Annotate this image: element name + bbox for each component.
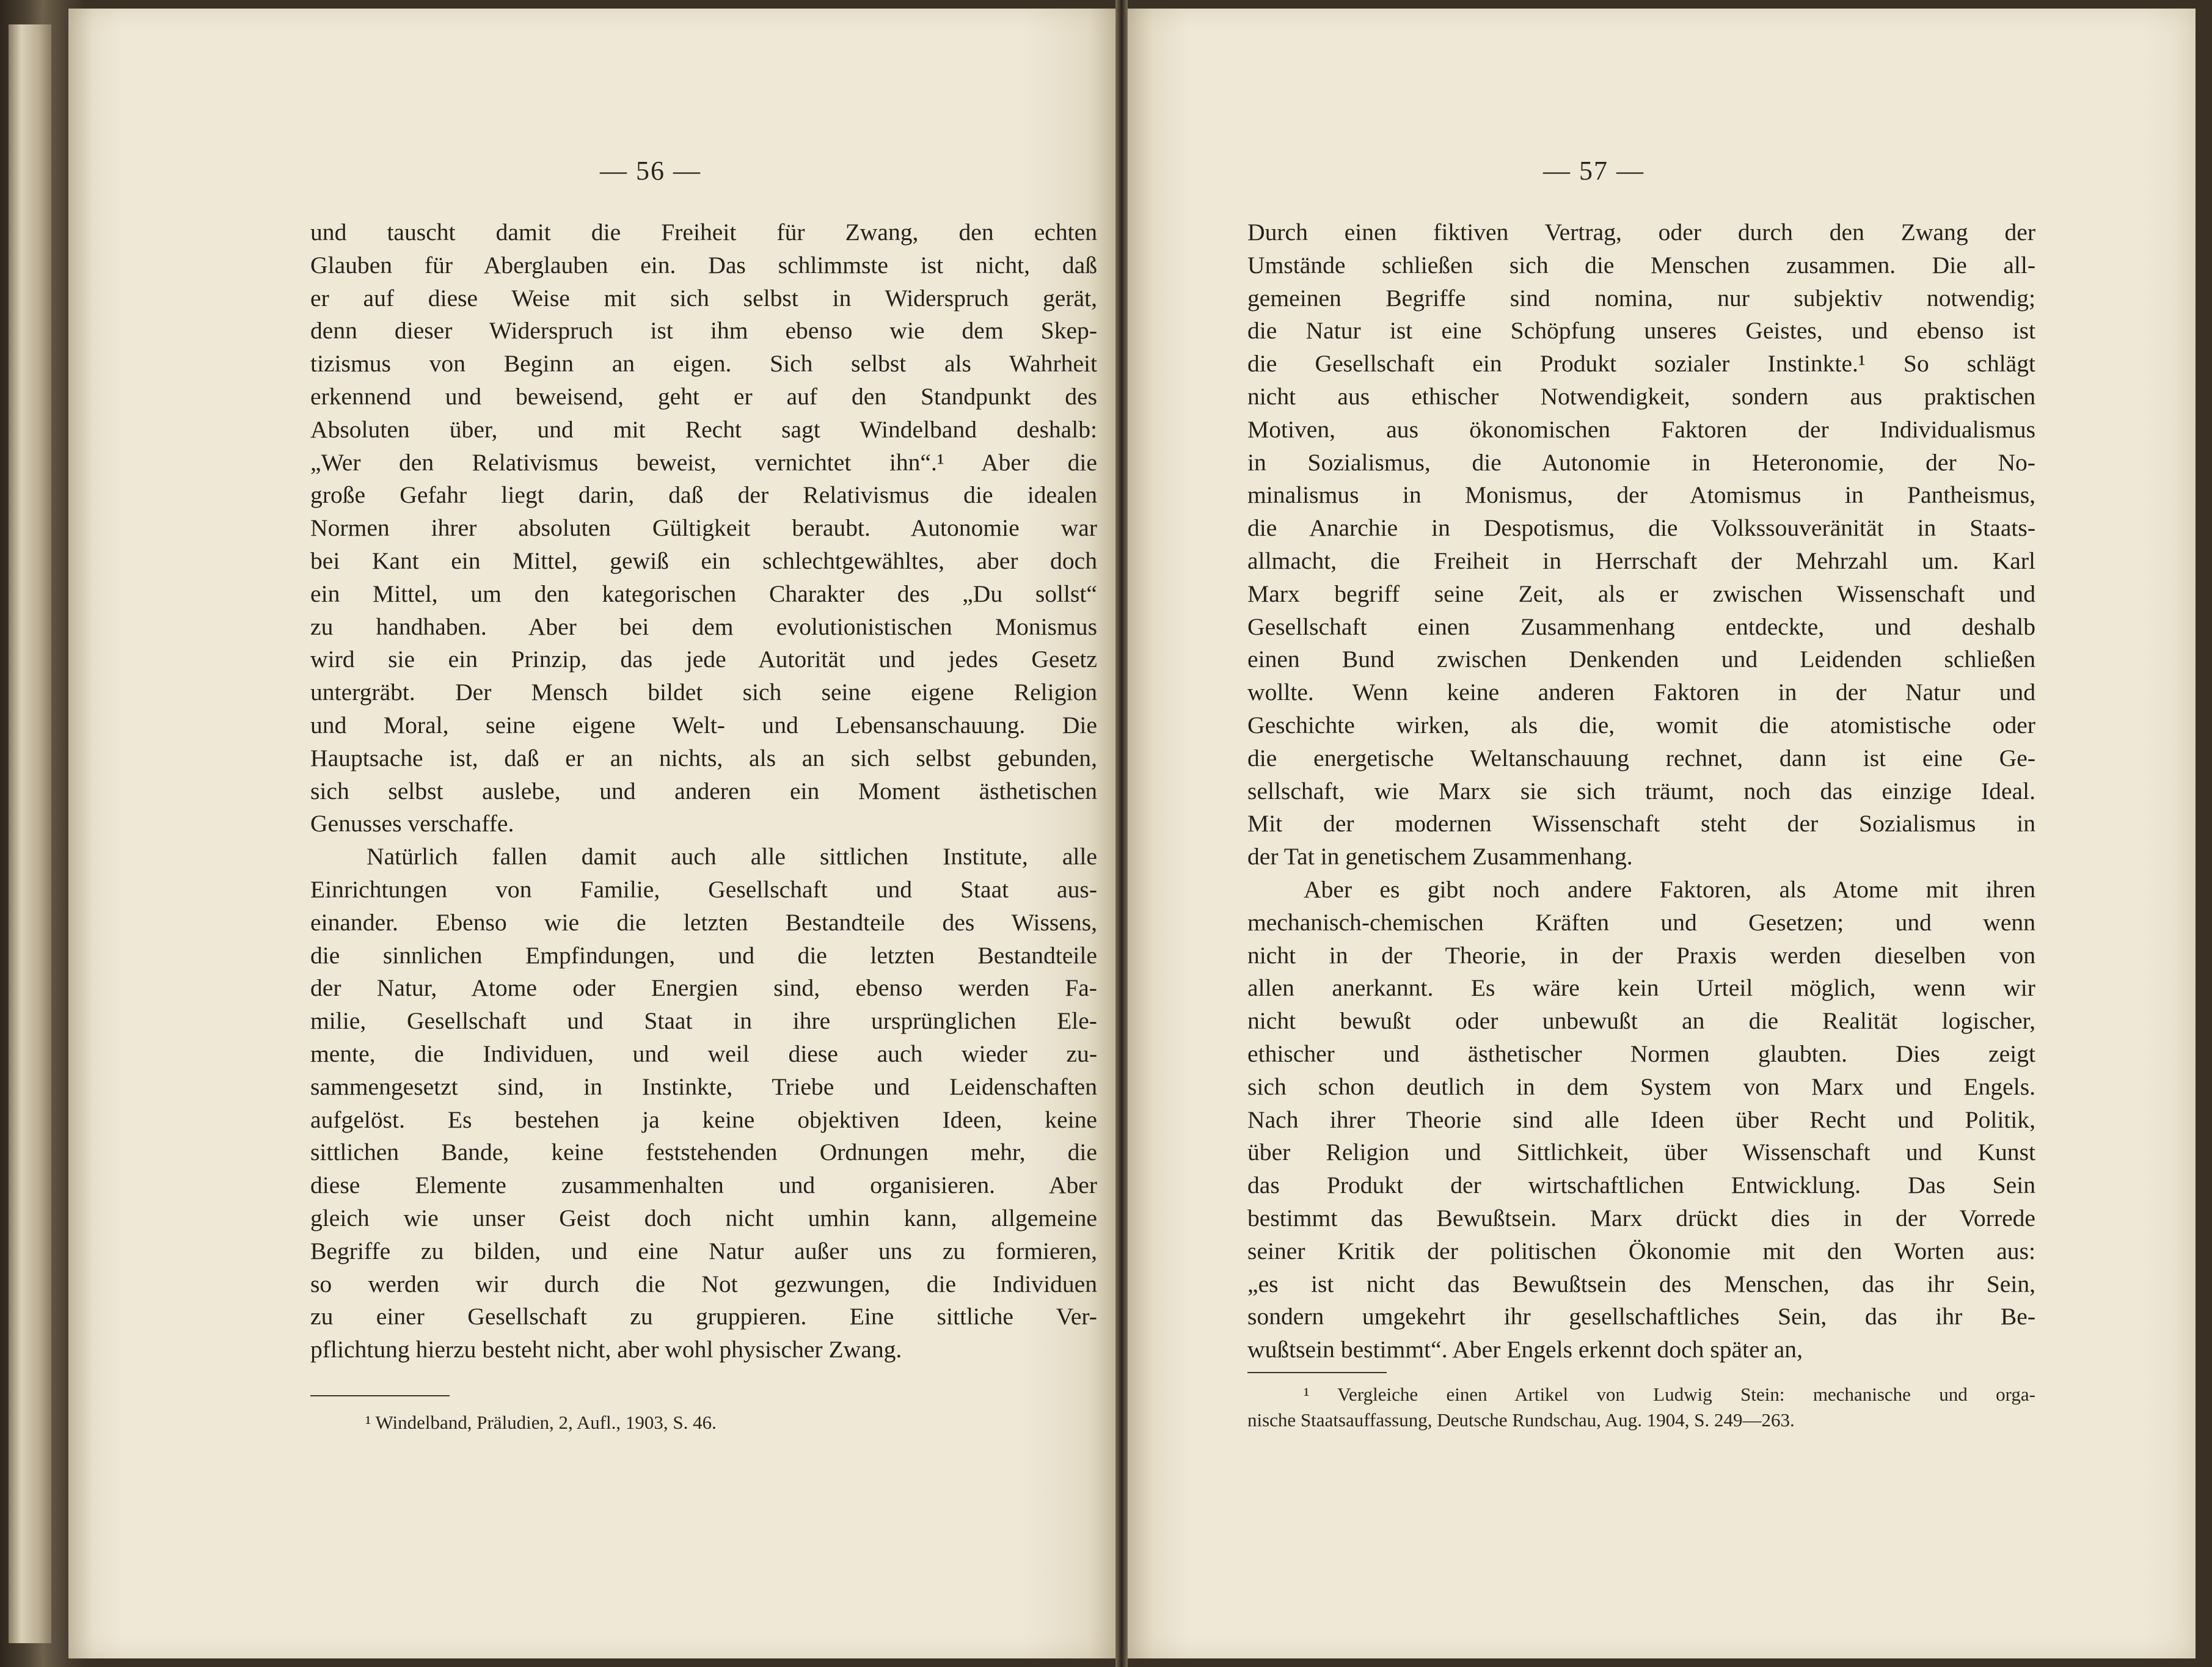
text-line: Genusses verschaffe. xyxy=(310,810,514,837)
text-line: und Moral, seine eigene Welt- und Lebensanschauung. Die xyxy=(310,711,1097,739)
text-line: pflichtung hierzu besteht nicht, aber wohl physischer Zwang. xyxy=(310,1336,902,1363)
text-line: gleich wie unser Geist doch nicht umhin kann, allgemeine xyxy=(310,1204,1097,1231)
text-line: nicht bewußt oder unbewußt an die Realität logischer, xyxy=(1247,1007,2035,1035)
text-line: der Natur, Atome oder Energien sind, ebenso werden Fa- xyxy=(310,974,1097,1002)
text-line: Nach ihrer Theorie sind alle Ideen über Recht und Politik, xyxy=(1247,1106,2035,1133)
text-line: gemeinen Begriffe sind nomina, nur subjektiv notwendig; xyxy=(1247,284,2035,312)
left-page xyxy=(68,9,1115,1658)
text-line: Natürlich fallen damit auch alle sittlichen Institute, alle xyxy=(367,843,1097,870)
footnote-line: ¹ Vergleiche einen Artikel von Ludwig Stein: mechanische und orga- xyxy=(1304,1384,2035,1405)
text-line: die energetische Weltanschauung rechnet, dann ist eine Ge- xyxy=(1247,744,2035,771)
text-line: seiner Kritik der politischen Ökonomie mit den Worten aus: xyxy=(1247,1237,2035,1264)
text-line: Aber es gibt noch andere Faktoren, als Atome mit ihren xyxy=(1304,875,2035,903)
page-stack-edge xyxy=(9,24,51,1643)
text-line: allmacht, die Freiheit in Herrschaft der Mehrzahl um. Karl xyxy=(1247,547,2035,574)
right-page xyxy=(1128,9,2196,1658)
text-line: die Anarchie in Despotismus, die Volkssouveränität in Staats- xyxy=(1247,514,2035,542)
text-line: nicht aus ethischer Notwendigkeit, sondern aus praktischen xyxy=(1247,382,2035,410)
text-line: mechanisch-chemischen Kräften und Gesetzen; und wenn xyxy=(1247,908,2035,936)
text-line: untergräbt. Der Mensch bildet sich seine eigene Religion xyxy=(310,679,1097,706)
text-line: sammengesetzt sind, in Instinkte, Triebe und Leidenschaften xyxy=(310,1073,1097,1100)
book-gutter xyxy=(1115,0,1128,1667)
text-line: diese Elemente zusammenhalten und organisieren. Aber xyxy=(310,1172,1097,1199)
footnote-rule-left xyxy=(310,1395,450,1396)
text-line: zu handhaben. Aber bei dem evolutionistischen Monismus xyxy=(310,613,1097,640)
page-number-left: — 56 — xyxy=(600,156,701,186)
text-line: sich selbst auslebe, und anderen ein Moment ästhetischen xyxy=(310,777,1097,804)
right-page-body xyxy=(1247,216,2035,1366)
left-page-body xyxy=(310,216,1097,1366)
text-line: über Religion und Sittlichkeit, über Wissenschaft und Kunst xyxy=(1247,1139,2035,1166)
text-line: „Wer den Relativismus beweist, vernichtet ihn“.¹ Aber die xyxy=(310,448,1097,476)
text-line: Begriffe zu bilden, und eine Natur außer uns zu formieren, xyxy=(310,1237,1097,1264)
footnote-line: nische Staatsauffassung, Deutsche Rundschau, Aug. 1904, S. 249—263. xyxy=(1247,1409,1795,1431)
text-line: Normen ihrer absoluten Gültigkeit beraubt. Autonomie war xyxy=(310,514,1097,542)
text-line: die Natur ist eine Schöpfung unseres Geistes, und ebenso ist xyxy=(1247,317,2035,345)
text-line: und tauscht damit die Freiheit für Zwang, den echten xyxy=(310,219,1097,246)
text-line: so werden wir durch die Not gezwungen, die Individuen xyxy=(310,1270,1097,1297)
text-line: sittlichen Bande, keine feststehenden Ordnungen mehr, die xyxy=(310,1139,1097,1166)
text-line: wird sie ein Prinzip, das jede Autorität und jedes Gesetz xyxy=(310,646,1097,673)
text-line: einen Bund zwischen Denkenden und Leidenden schließen xyxy=(1247,646,2035,673)
text-line: bestimmt das Bewußtsein. Marx drückt dies in der Vorrede xyxy=(1247,1204,2035,1231)
text-line: nicht in der Theorie, in der Praxis werden dieselben von xyxy=(1247,941,2035,969)
text-line: einander. Ebenso wie die letzten Bestandteile des Wissens, xyxy=(310,908,1097,936)
text-line: in Sozialismus, die Autonomie in Heteronomie, der No- xyxy=(1247,448,2035,476)
text-line: sondern umgekehrt ihr gesellschaftliches Sein, das ihr Be- xyxy=(1247,1303,2035,1330)
text-line: die Gesellschaft ein Produkt sozialer Instinkte.¹ So schlägt xyxy=(1247,350,2035,378)
text-line: Durch einen fiktiven Vertrag, oder durch den Zwang der xyxy=(1247,219,2035,246)
text-line: wußtsein bestimmt“. Aber Engels erkennt doch später an, xyxy=(1247,1336,1803,1363)
page-number-right: — 57 — xyxy=(1543,156,1644,186)
text-line: der Tat in genetischem Zusammenhang. xyxy=(1247,843,1633,870)
text-line: Glauben für Aberglauben ein. Das schlimmste ist nicht, daß xyxy=(310,251,1097,279)
text-line: Gesellschaft einen Zusammenhang entdeckte, und deshalb xyxy=(1247,613,2035,640)
text-line: Motiven, aus ökonomischen Faktoren der Individualismus xyxy=(1247,415,2035,443)
text-line: Umstände schließen sich die Menschen zusammen. Die all- xyxy=(1247,251,2035,279)
text-line: sich schon deutlich in dem System von Marx und Engels. xyxy=(1247,1073,2035,1100)
footnote-rule-right xyxy=(1247,1372,1387,1373)
text-line: Marx begriff seine Zeit, als er zwischen Wissenschaft und xyxy=(1247,580,2035,607)
text-line: ethischer und ästhetischer Normen glaubten. Dies zeigt xyxy=(1247,1040,2035,1067)
text-line: mente, die Individuen, und weil diese auch wieder zu- xyxy=(310,1040,1097,1067)
text-line: wollte. Wenn keine anderen Faktoren in der Natur und xyxy=(1247,679,2035,706)
text-line: Mit der modernen Wissenschaft steht der Sozialismus in xyxy=(1247,810,2035,837)
text-line: zu einer Gesellschaft zu gruppieren. Eine sittliche Ver- xyxy=(310,1303,1097,1330)
text-line: aufgelöst. Es bestehen ja keine objektiven Ideen, keine xyxy=(310,1106,1097,1133)
text-line: das Produkt der wirtschaftlichen Entwicklung. Das Sein xyxy=(1247,1172,2035,1199)
text-line: große Gefahr liegt darin, daß der Relativismus die idealen xyxy=(310,481,1097,509)
text-line: denn dieser Widerspruch ist ihm ebenso wie dem Skep- xyxy=(310,317,1097,345)
text-line: Hauptsache ist, daß er an nichts, als an sich selbst gebunden, xyxy=(310,744,1097,771)
footnote-left: ¹ Windelband, Präludien, 2, Aufl., 1903, S. 46. xyxy=(365,1412,717,1433)
text-line: Geschichte wirken, als die, womit die atomistische oder xyxy=(1247,711,2035,739)
text-line: tizismus von Beginn an eigen. Sich selbst als Wahrheit xyxy=(310,350,1097,378)
text-line: bei Kant ein Mittel, gewiß ein schlechtgewähltes, aber doch xyxy=(310,547,1097,574)
text-line: „es ist nicht das Bewußtsein des Menschen, das ihr Sein, xyxy=(1247,1270,2035,1297)
text-line: er auf diese Weise mit sich selbst in Widerspruch gerät, xyxy=(310,284,1097,312)
text-line: minalismus in Monismus, der Atomismus in Pantheismus, xyxy=(1247,481,2035,509)
text-line: Absoluten über, und mit Recht sagt Windelband deshalb: xyxy=(310,415,1097,443)
text-line: allen anerkannt. Es wäre kein Urteil möglich, wenn wir xyxy=(1247,974,2035,1002)
text-line: die sinnlichen Empfindungen, und die letzten Bestandteile xyxy=(310,941,1097,969)
text-line: Einrichtungen von Familie, Gesellschaft und Staat aus- xyxy=(310,875,1097,903)
text-line: milie, Gesellschaft und Staat in ihre ursprünglichen Ele- xyxy=(310,1007,1097,1035)
text-line: sellschaft, wie Marx sie sich träumt, noch das einzige Ideal. xyxy=(1247,777,2035,804)
text-line: ein Mittel, um den kategorischen Charakter des „Du sollst“ xyxy=(310,580,1097,607)
footnote-right xyxy=(1247,1382,2035,1433)
text-line: erkennend und beweisend, geht er auf den Standpunkt des xyxy=(310,382,1097,410)
